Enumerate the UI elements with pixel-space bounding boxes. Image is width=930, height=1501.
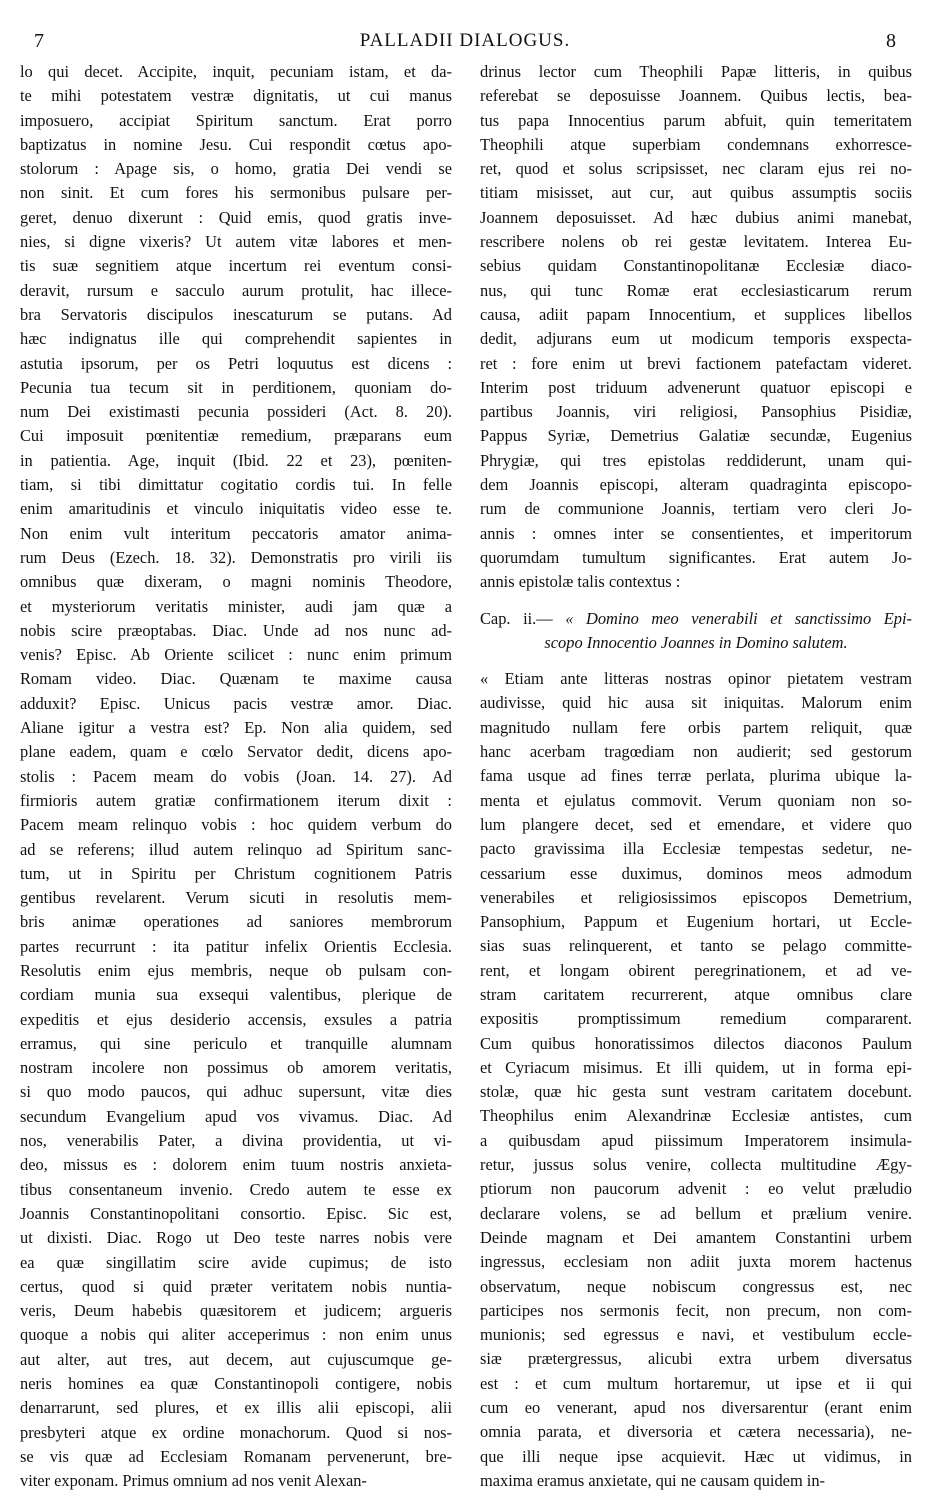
text-line: Joannem deposuisset. Ad hæc dubius animi manebat, (480, 207, 912, 227)
text-line: te mihi potestatem vestræ dignitatis, ut cui manus (20, 86, 452, 106)
text-line: a quibusdam apud piissimum Imperatorem insimula- (480, 1130, 912, 1150)
text-line: certus, quod si quid præter veritatem nobis nuntia- (20, 1276, 452, 1296)
text-line: rum de communione Joannis, tertiam vero cleri Jo- (480, 499, 912, 519)
text-line: referebat se deposuisse Joannem. Quibus lectis, bea- (480, 86, 912, 106)
text-line: Aliane igitur a vestra est? Ep. Non alia quidem, sed (20, 718, 452, 738)
text-line: annis epistolæ talis contextus : (480, 572, 681, 592)
text-line: Pansophium, Pappum et Eugenium hortari, ut Eccle- (480, 912, 912, 932)
text-line: ut dixisti. Diac. Rogo ut Deo teste narres nobis vere (20, 1228, 452, 1248)
text-line: denarrarunt, sed plures, et ex illis alii episcopi, alii (20, 1398, 452, 1418)
text-line: audivisse, quid hic ausa sit iniquitas. Malorum enim (480, 693, 912, 713)
text-line: Joannis Constantinopolitani consortio. Episc. Sic est, (20, 1203, 452, 1223)
text-line: drinus lector cum Theophili Papæ litteris, in quibus (480, 62, 912, 81)
text-line: retur, jussus solus venire, collecta multitudine Ægy- (480, 1155, 912, 1175)
text-line: enim amaritudinis et vinculo iniquitatis video esse te. (20, 499, 452, 519)
text-line: ret : fore enim ut brevi factionem patefactam videret. (480, 353, 912, 373)
text-line: rum Deus (Ezech. 18. 32). Demonstratis pro virili iis (20, 547, 452, 567)
text-line: tiam, si tibi dimittatur cogitatio cordis tui. In felle (20, 475, 452, 495)
text-line: magnitudo nullam fere orbis partem reliquit, quæ (480, 717, 912, 737)
text-line: non sinit. Et cum fores his sermonibus pulsare per- (20, 183, 452, 203)
text-line: fama usque ad fines terræ perlata, plurima ubique la- (480, 766, 912, 786)
text-line: Pacem meam relinquo vobis : hoc quidem verbum do (20, 815, 452, 835)
text-line: expeditis et ejus desiderio accensis, exsules a patria (20, 1009, 452, 1029)
text-line: adduxit? Episc. Unicus pacis vestræ amor. Diac. (20, 693, 452, 713)
text-line: expositis promptissimum remedium compararent. (480, 1009, 912, 1029)
text-line: « Etiam ante litteras nostras opinor pietatem vestram (480, 669, 912, 689)
text-line: pacto gravissima illa Ecclesiæ tempestas sedetur, ne- (480, 839, 912, 859)
text-line: causa, adiit papam Innocentium, et supplices libellos (480, 304, 912, 324)
text-line: omnia parata, et diversoria et cætera necessaria), ne- (480, 1422, 912, 1442)
text-line: et mysteriorum veritatis minister, audi jam quæ a (20, 596, 452, 616)
text-line: tibus consentaneum invenio. Credo autem te esse ex (20, 1179, 452, 1199)
text-line: venis? Episc. Ab Oriente scilicet : nunc enim primum (20, 645, 452, 665)
text-line: bris animæ operationes ad saniores membrorum (20, 912, 452, 932)
text-line: plane eadem, quam e cœlo Servator dedit, dicens apo- (20, 742, 452, 762)
text-line: ingressus, ecclesiam non adiit juxta morem hactenus (480, 1252, 912, 1272)
text-line: viter exponam. Primus omnium ad nos venit Alexan- (20, 1471, 367, 1491)
text-line: maxima eramus anxietate, qui ne causam quidem in- (480, 1470, 825, 1490)
chapter-label: Cap. ii.— (480, 608, 553, 628)
text-line: titiam misisset, aut cur, aut quibus assumptis sociis (480, 183, 912, 203)
text-line: et Cyriacum misimus. Et illi quidem, ut in forma epi- (480, 1057, 912, 1077)
page-number-left: 7 (34, 30, 44, 52)
text-line: omnibus quæ dixeram, o magni nominis Theodore, (20, 572, 452, 592)
text-line: nies, si digne vixeris? Ut autem vitæ labores et men- (20, 232, 452, 252)
text-line: stolorum : Apage sis, o homo, gratia Dei vendi se (20, 159, 452, 179)
text-line: declarare volens, se ad bellum et prælium venire. (480, 1203, 912, 1223)
text-line: gentibus revelarent. Verum sicuti in resolutis mem- (20, 888, 452, 908)
text-line: sias suas relinquerent, et tanto se pelago committe- (480, 936, 912, 956)
text-line: Resolutis enim ejus membris, neque ob pulsam con- (20, 960, 452, 980)
text-line: Theophili atque superbiam condemnans exhorresce- (480, 134, 912, 154)
text-line: rent, et longam obirent peregrinationem, et ad ve- (480, 960, 912, 980)
text-line: partes recurrunt : ita patitur infelix Orientis Ecclesia. (20, 936, 452, 956)
text-line: si quo modo paucos, qui adhuc supersunt, vitæ dies (20, 1082, 452, 1102)
text-line: firmioris autem gratiæ confirmationem iterum dixit : (20, 790, 452, 810)
text-line: stram caritatem recurrerent, atque omnibus clare (480, 984, 912, 1004)
text-line: Romam video. Diac. Quænam te maxime causa (20, 669, 452, 689)
text-line: nos, venerabilis Pater, a divina providentia, ut vi- (20, 1131, 452, 1151)
section-gap (480, 595, 912, 607)
text-line: deravit, rursum e sacculo aurum protulit, hac illece- (20, 280, 452, 300)
text-line: annis : omnes inter se consentientes, et imperitorum (480, 523, 912, 543)
text-line: veris, Deum habebis quæsitorem et judicem; argueris (20, 1301, 452, 1321)
text-line: hæc indignatus ille qui comprehendit sapientes in (20, 329, 452, 349)
text-line: aut alter, aut tres, aut decem, aut cujuscumque ge- (20, 1349, 452, 1369)
text-line: cessarium esse duximus, dominos meos admodum (480, 863, 912, 883)
text-line: secundum Evangelium apud vos vivamus. Diac. Ad (20, 1106, 452, 1126)
right-column-part1 (480, 60, 912, 595)
section-gap (480, 655, 912, 667)
text-line: quorumdam tumultum significantes. Erat autem Jo- (480, 547, 912, 567)
text-line: geret, denuo dixerunt : Quid emis, quod gratis inve- (20, 207, 452, 227)
text-line: venerabiles et religiosissimos episcopos Demetrium, (480, 887, 912, 907)
text-line: tum, ut in Spiritu per Christum cognitionem Patris (20, 863, 452, 883)
text-line: Non enim vult interitum peccatoris amator anima- (20, 523, 452, 543)
text-line: tus papa Innocentius parum abfuit, quin temeritatem (480, 110, 912, 130)
text-line: se vis quæ ad Ecclesiam Romanam pervenerunt, bre- (20, 1446, 452, 1466)
text-line: tis suæ segnitiem atque incertum rei eventum consi- (20, 256, 452, 276)
text-line: ea quæ singillatim scire avide cupimus; de isto (20, 1252, 452, 1272)
text-line: lum plangere decet, sed et emendare, et videre quo (480, 814, 912, 834)
text-line: siæ prætergressus, alicubi extra urbem diversatus (480, 1349, 912, 1369)
right-column (480, 60, 912, 1496)
text-line: munionis; sed egressus e navi, et vestibulum eccle- (480, 1325, 912, 1345)
text-line: Deinde magnam et Dei amantem Constantini urbem (480, 1227, 912, 1247)
text-line: observatum, neque nobiscum congressus est, nec (480, 1276, 912, 1296)
text-line: num Dei existimasti pecunia possideri (Act. 8. 20). (20, 402, 452, 422)
text-line: bra Servatoris discipulos inescaturum se putans. Ad (20, 304, 452, 324)
text-line: astutia ipsorum, per os Petri loquutus est dicens : (20, 353, 452, 373)
text-line: hanc acerbam tragœdiam non audierit; sed gestorum (480, 742, 912, 762)
text-line: nus, qui tunc Romæ erat ecclesiasticarum rerum (480, 280, 912, 300)
text-line: stolis : Pacem meam do vobis (Joan. 14. 27). Ad (20, 766, 452, 786)
text-line: sebius quidam Constantinopolitanæ Ecclesiæ diaco- (480, 256, 912, 276)
text-line: lo qui decet. Accipite, inquit, pecuniam istam, et da- (20, 62, 452, 81)
text-line: quoque a nobis qui aliter acceperimus : non enim unus (20, 1325, 452, 1345)
text-line: cordiam munia sua exsequi valentibus, plerique de (20, 985, 452, 1005)
text-line: partibus Joannis, viri religiosi, Pansophius Pisidiæ, (480, 402, 912, 422)
text-line: Phrygiæ, qui tres epistolas reddiderunt, unam qui- (480, 450, 912, 470)
text-line: est : et cum multum hortaremur, ut ipse et ii qui (480, 1373, 912, 1393)
text-line: presbyteri atque ex ordine monachorum. Quod si nos- (20, 1422, 452, 1442)
text-line: Cui imposuit pœnitentiæ remedium, præparans eum (20, 426, 452, 446)
text-line: erramus, qui sine periculo et tranquille alumnam (20, 1033, 452, 1053)
chapter-heading-line2: scopo Innocentio Joannes in Domino salutem. (544, 632, 848, 652)
text-line: nobis scire præoptabas. Diac. Unde ad nos nunc ad- (20, 620, 452, 640)
chapter-heading-line1 (480, 607, 912, 631)
text-line: ret, quod et solus scripsisset, nec claram ejus rei no- (480, 159, 912, 179)
text-line: ad se referens; illud autem relinquo ad Spiritum sanc- (20, 839, 452, 859)
text-line: nostram incolere non possimus ob amorem veritatis, (20, 1058, 452, 1078)
left-column (20, 60, 452, 1496)
text-line: Cum quibus honoratissimos dilectos diaconos Paulum (480, 1033, 912, 1053)
text-line: imposuero, accipiat Spiritum sanctum. Erat porro (20, 110, 452, 130)
text-line: menta et ejulatus commovit. Verum quoniam non so- (480, 790, 912, 810)
text-line: participes nos sermonis fecit, non precum, non com- (480, 1300, 912, 1320)
page-header (34, 30, 896, 54)
text-line: que illi neque ipse acquievit. Hæc ut vidimus, in (480, 1446, 912, 1466)
text-line: deo, missus es : dolorem enim tuum nostris anxieta- (20, 1155, 452, 1175)
text-line: cum eo venerant, apud nos diversarentur (erant enim (480, 1398, 912, 1418)
text-line: Pappus Syriæ, Demetrius Galatiæ secundæ, Eugenius (480, 426, 912, 446)
text-line: baptizatus in nomine Jesu. Cui respondit cœtus apo- (20, 134, 452, 154)
text-line: Interim post triduum advenerunt quatuor episcopi e (480, 377, 912, 397)
text-line: stolæ, quæ hic gesta sunt vestram caritatem docebunt. (480, 1082, 912, 1102)
text-line: ptiorum non paucorum advenit : eo velut præludio (480, 1179, 912, 1199)
text-line: Theophilus enim Alexandrinæ Ecclesiæ antistes, cum (480, 1106, 912, 1126)
text-line: Pecunia tua tecum sit in perditionem, quoniam do- (20, 377, 452, 397)
right-column-part2 (480, 667, 912, 1493)
page-number-right: 8 (886, 30, 896, 52)
text-line: rescribere nolens ob rei gestæ levitatem. Interea Eu- (480, 232, 912, 252)
text-line: in patientia. Age, inquit (Ibid. 22 et 23), pœniten- (20, 450, 452, 470)
text-line: dem Joannis episcopi, alteram quadraginta episcopo- (480, 475, 912, 495)
running-title: PALLADII DIALOGUS. (359, 30, 571, 51)
chapter-heading-text1: « Domino meo venerabili et sanctissimo Epi- (565, 608, 912, 628)
text-line: neris homines ea quæ Constantinopoli contigere, nobis (20, 1374, 452, 1394)
chapter-heading (480, 607, 912, 656)
text-line: dedit, adjurans eum ut modicum temporis exspecta- (480, 329, 912, 349)
